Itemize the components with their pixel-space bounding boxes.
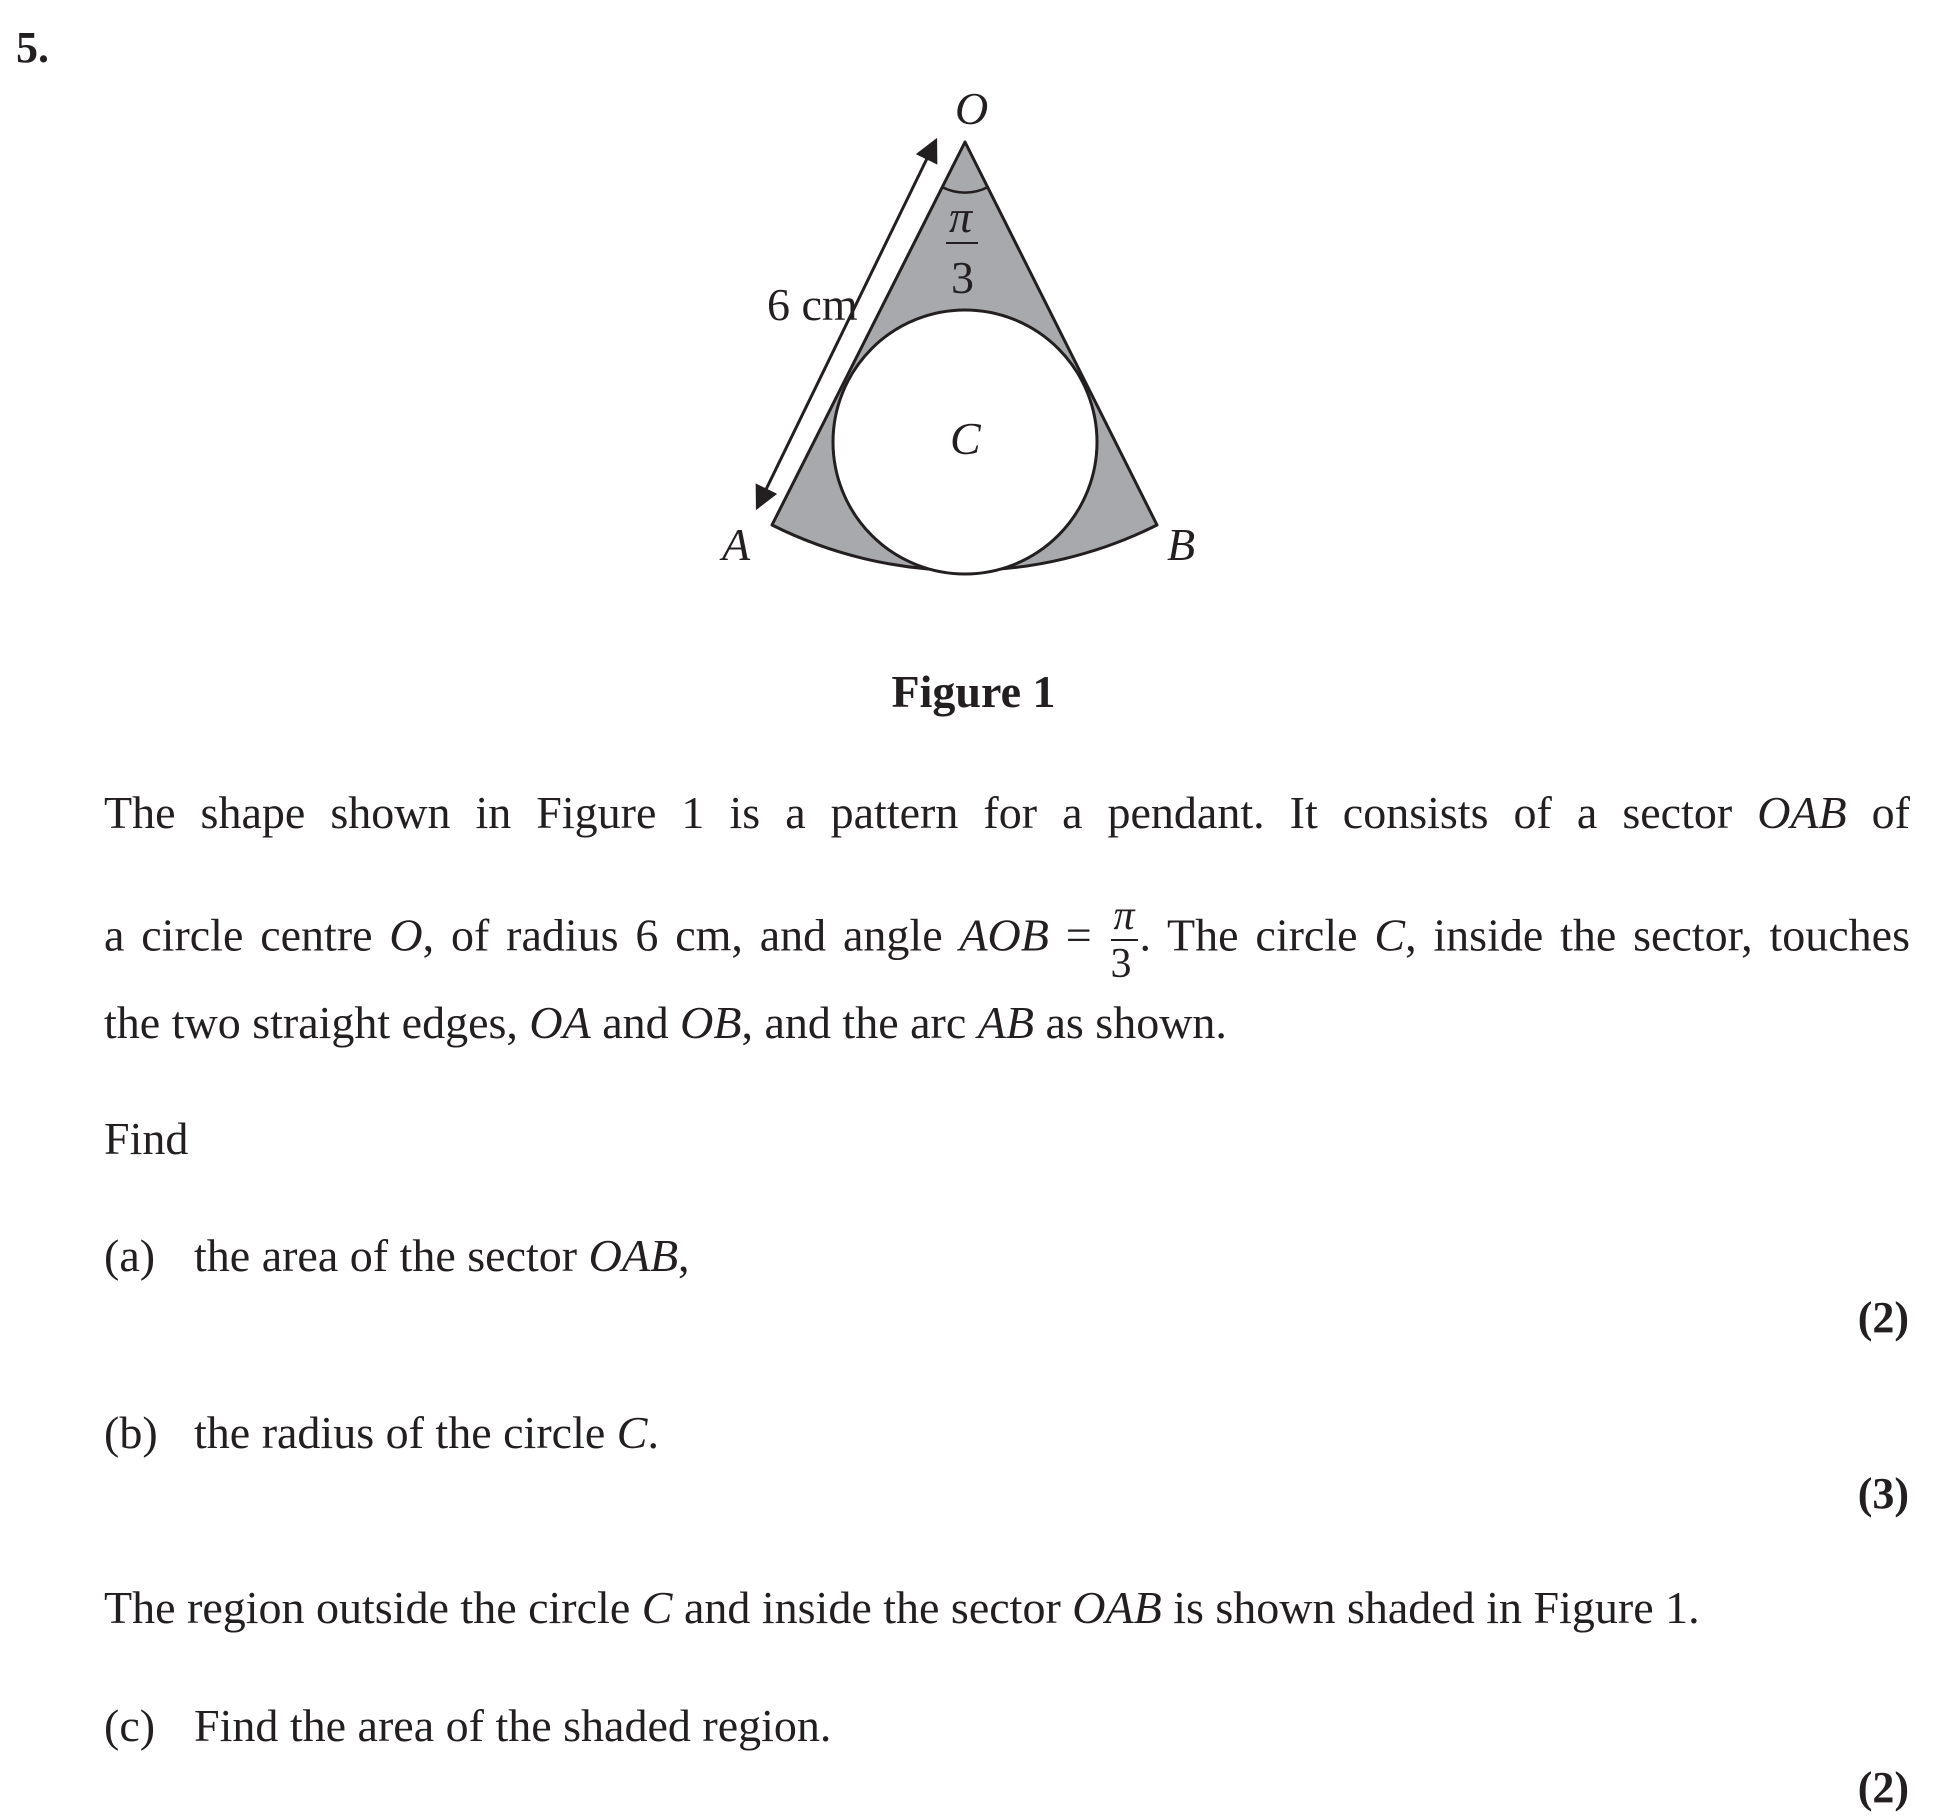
- part-a-marks: (2): [1857, 1293, 1909, 1342]
- inline-fraction: $\frac{\pi}{3}$: [1111, 895, 1138, 985]
- question-number: 5.: [16, 23, 49, 72]
- figure-caption: Figure 1: [891, 666, 1056, 717]
- region-description: The region outside the circle C and inside the sector OAB is shown shaded in Figure 1.: [104, 1582, 1700, 1633]
- intro-line-3: the two straight edges, OA and OB, and the arc AB as shown.: [104, 997, 1227, 1048]
- part-c-marks: (2): [1857, 1763, 1909, 1812]
- angle-numerator: π: [949, 191, 973, 242]
- part-b-marks: (3): [1857, 1469, 1909, 1518]
- find-label: Find: [104, 1113, 189, 1164]
- intro-line-2: a circle centre O, of radius 6 cm, and angle AOB = $\frac{\pi}{3}$ . The circle C, inside the sector, touches: [104, 893, 1910, 987]
- angle-denominator: 3: [951, 252, 974, 303]
- label-length: 6 cm: [767, 279, 858, 330]
- intro-line-1: The shape shown in Figure 1 is a pattern for a pendant. It consists of a sector OAB of: [104, 787, 1910, 838]
- part-b: (b) the radius of the circle C.: [104, 1407, 659, 1458]
- part-a: (a) the area of the sector OAB,: [104, 1230, 690, 1281]
- label-a: A: [722, 519, 751, 570]
- part-c-label: (c): [104, 1700, 156, 1751]
- label-b: B: [1167, 519, 1196, 570]
- figure-1-diagram: [700, 85, 1220, 605]
- label-c: C: [950, 413, 981, 464]
- part-a-label: (a): [104, 1230, 156, 1281]
- part-b-label: (b): [104, 1407, 158, 1458]
- part-c: (c) Find the area of the shaded region.: [104, 1700, 832, 1751]
- label-o: O: [955, 85, 989, 134]
